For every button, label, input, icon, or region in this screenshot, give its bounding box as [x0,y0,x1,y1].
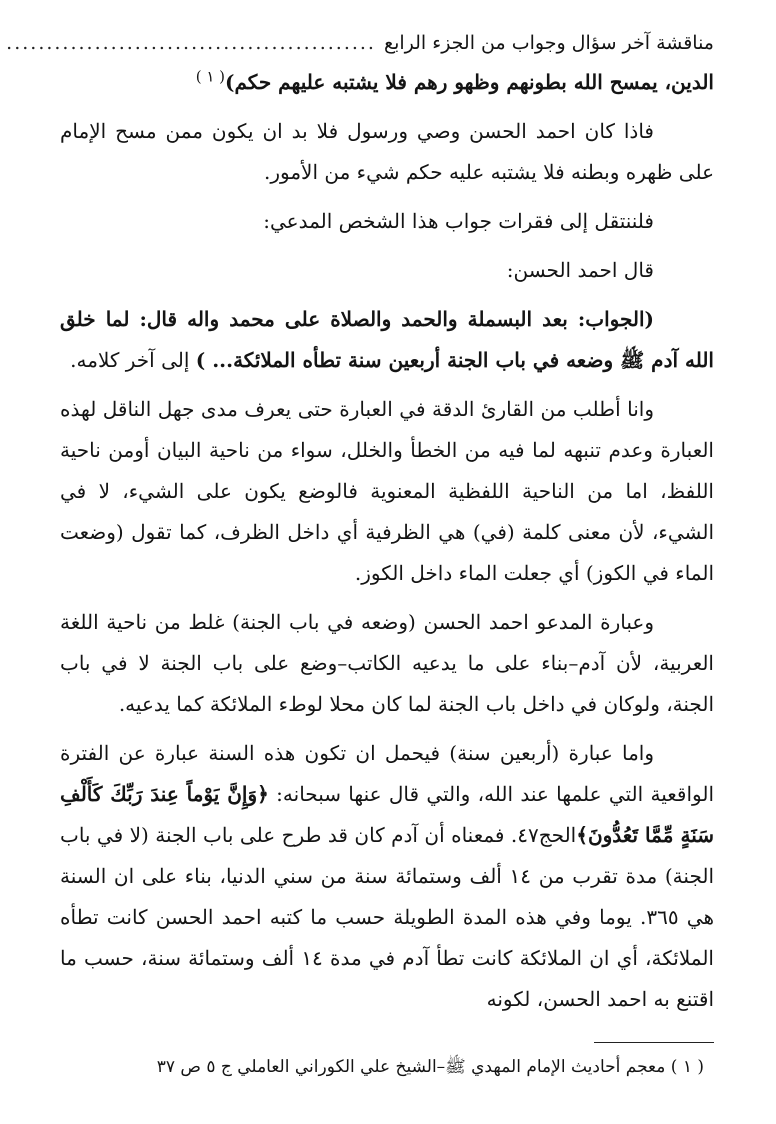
paragraph-2: فاذا كان احمد الحسن وصي ورسول فلا بد ان يكون ممن مسح الإمام على ظهره وبطنه فلا يشتبه عليه حكم شيء من الأمور. [60,119,714,184]
paragraph-6: وانا أطلب من القارئ الدقة في العبارة حتى يعرف مدى جهل الناقل لهذه العبارة وعدم تنبهه لما فيه من الخطأ والخلل، سواء من ناحية البيان أومن ناحية اللفظ، اما من الناحية اللفظية المعنوية فالوضع يكون على الشيء، لا في الشيء، لأن معنى كلمة (في) هي الظرفية أي داخل الظرف، كما تقول (وضعت الماء في الكوز) أي جعلت الماء داخل الكوز. [60,397,714,585]
paragraph-5 [60,299,714,381]
paragraph-3: فلننتقل إلى فقرات جواب هذا الشخص المدعي: [263,209,654,233]
paragraph-8-intro: واما عبارة (أربعين سنة) فيحمل ان تكون هذه السنة عبارة عن الفترة الواقعية التي علمها عند الله، والتي قال عنها سبحانه: [60,741,714,806]
leader-dots: .............................................. [6,32,376,54]
quoted-answer: (الجواب: بعد البسملة والحمد والصلاة على محمد واله قال: لما خلق الله آدم ﷺ وضعه في باب الجنة أربعين سنة تطأه الملائكة... ) [60,307,714,372]
running-header [6,28,714,58]
footnote-marker: ( ١ ) [195,67,226,86]
quoted-answer-tail: إلى آخر كلامه. [70,348,196,372]
quran-verse: ﴿وَإِنَّ يَوْماً عِندَ رَبِّكَ كَأَلْفِ سَنَةٍ مِّمَّا تَعُدُّونَ﴾ [60,782,714,847]
paragraph-7: وعبارة المدعو احمد الحسن (وضعه في باب الجنة) غلط من ناحية اللغة العربية، لأن آدم–بناء على ما يدعيه الكاتب–وضع على باب الجنة لا في باب الجنة، ولوكان في داخل باب الجنة لما كان محلا لوطء الملائكة كما يدعيه. [60,610,714,716]
footnote: ( ١ ) معجم أحاديث الإمام المهدي ﷺ–الشيخ علي الكوراني العاملي ج ٥ ص ٣٧ [156,1057,704,1077]
paragraph-4: قال احمد الحسن: [506,258,654,282]
paragraph-continuation [60,62,714,103]
chapter-title: مناقشة آخر سؤال وجواب من الجزء الرابع [383,32,714,54]
quote-end-text: الدين، يمسح الله بطونهم وظهو رهم فلا يشتبه عليهم حكم) [225,70,714,94]
footnote-divider [594,1042,714,1043]
main-text [60,62,714,1028]
paragraph-8 [60,733,714,1020]
paragraph-8-body: الحج٤٧. فمعناه أن آدم كان قد طرح على باب الجنة (لا في باب الجنة) مدة تقرب من ١٤ ألف وستمائة سنة من سني الدنيا، بناء على ان السنة هي ٣٦٥. يوما وفي هذه المدة الطويلة حسب ما كتبه احمد الحسن كانت تطأه الملائكة، أي ان الملائكة كانت تطأ آدم في مدة ١٤ ألف وستمائة سنة، حسب ما اقتنع به احمد الحسن، لكونه [60,823,715,1011]
